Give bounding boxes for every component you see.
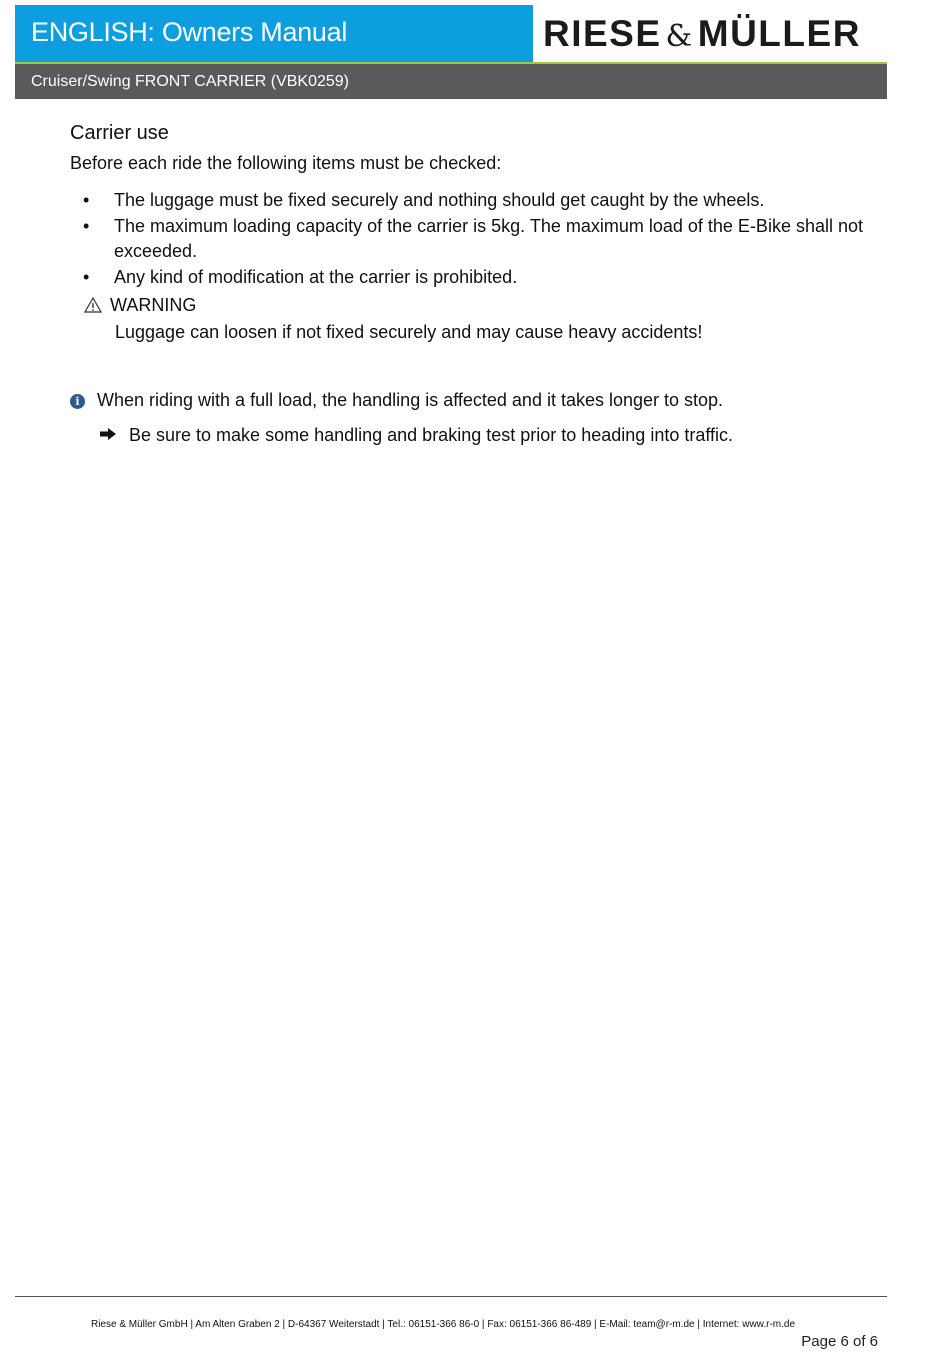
section-title: Carrier use	[70, 122, 169, 144]
warning-heading	[84, 295, 196, 316]
info-icon: i	[70, 394, 85, 409]
list-item	[70, 188, 870, 213]
brand-logo-right: MÜLLER	[697, 13, 861, 54]
brand-logo	[543, 13, 861, 55]
arrow-right-icon	[100, 428, 116, 440]
footer-divider	[15, 1296, 887, 1297]
header-subtitle-bar	[15, 64, 887, 99]
info-note	[70, 390, 723, 411]
brand-logo-left: RIESE	[543, 13, 662, 54]
intro-text: Before each ride the following items must be checked:	[70, 153, 502, 173]
list-item-text: The luggage must be fixed securely and nothing should get caught by the wheels.	[114, 190, 765, 210]
bullet-icon: •	[83, 267, 90, 287]
bullet-icon: •	[83, 216, 90, 236]
warning-text: Luggage can loosen if not fixed securely and may cause heavy accidents!	[115, 322, 703, 342]
warning-triangle-icon	[84, 297, 102, 313]
footer-address: Riese & Müller GmbH | Am Alten Graben 2 | D-64367 Weiterstadt | Tel.: 06151-366 86-0 | Fax: 06151-366 86-489 | E-Mail: team@r-m.de | Internet: www.r-m.de	[90, 1319, 796, 1330]
list-item-text: Any kind of modification at the carrier is prohibited.	[114, 267, 518, 287]
instruction-text: Be sure to make some handling and braking test prior to heading into traffic.	[129, 425, 734, 445]
list-item	[70, 214, 870, 264]
header-title-bar	[15, 5, 533, 62]
brand-logo-area	[533, 5, 887, 62]
page-number: Page 6 of 6	[801, 1333, 878, 1350]
info-text: When riding with a full load, the handling is affected and it takes longer to stop.	[97, 390, 724, 410]
list-item-text: The maximum loading capacity of the carrier is 5kg. The maximum load of the E-Bike shall not exceeded.	[114, 216, 863, 261]
instruction-note	[100, 425, 733, 446]
bullet-icon: •	[83, 190, 90, 210]
brand-logo-ampersand: &	[665, 19, 694, 54]
list-item	[70, 265, 870, 290]
document-subtitle: Cruiser/Swing FRONT CARRIER (VBK0259)	[31, 73, 350, 90]
checklist	[70, 188, 870, 291]
document-title: ENGLISH: Owners Manual	[31, 17, 348, 47]
warning-label: WARNING	[110, 295, 197, 315]
